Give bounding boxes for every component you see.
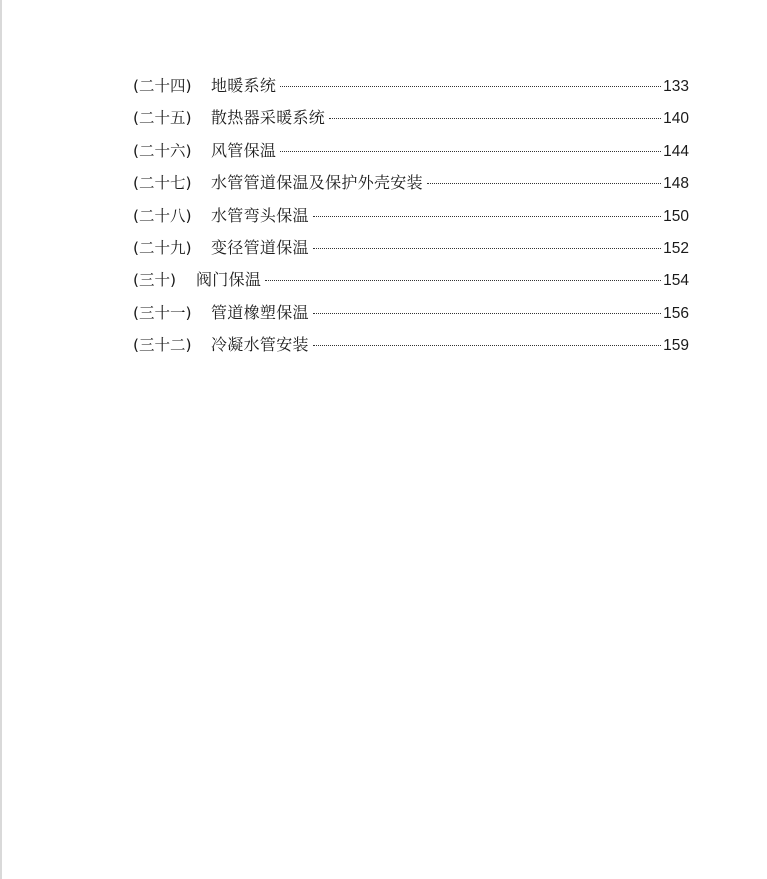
toc-entry-title: 水管管道保温及保护外壳安装 (211, 173, 423, 193)
dot-leader (313, 248, 661, 249)
toc-entry[interactable] (133, 301, 689, 333)
toc-entry-number: (二十四) (133, 77, 192, 95)
toc-entry-page: 154 (663, 272, 689, 290)
toc-entry-title: 地暖系统 (211, 76, 277, 95)
toc-entry[interactable] (133, 74, 689, 106)
toc-entry-number: (二十九) (133, 238, 192, 257)
toc-entry-number: (二十七) (133, 174, 192, 193)
toc-entry-number: (三十) (133, 271, 177, 290)
toc-entry[interactable] (133, 333, 689, 365)
toc-entry-page: 152 (663, 239, 689, 257)
toc-entry-page: 159 (663, 337, 689, 355)
toc-entry-page: 148 (663, 175, 689, 193)
toc-entry[interactable] (133, 139, 689, 171)
dot-leader (280, 86, 661, 87)
toc-entry-title: 水管弯头保温 (211, 205, 309, 225)
toc-entry-title: 管道橡塑保温 (211, 302, 309, 322)
toc-entry-number: (二十五) (133, 109, 192, 128)
toc-entry[interactable] (133, 268, 689, 300)
dot-leader (313, 313, 661, 314)
dot-leader (265, 280, 661, 281)
toc-entry-number: (二十六) (133, 141, 192, 160)
toc-entry-page: 133 (663, 78, 689, 95)
dot-leader (313, 216, 661, 217)
toc-entry-number: (二十八) (133, 206, 192, 225)
dot-leader (427, 183, 661, 184)
toc-entry-title: 散热器采暖系统 (211, 108, 326, 128)
table-of-contents (133, 74, 689, 366)
toc-entry[interactable] (133, 106, 689, 138)
dot-leader (329, 118, 661, 119)
dot-leader (313, 345, 661, 346)
toc-entry-title: 阀门保温 (196, 270, 262, 290)
toc-entry-number: (三十一) (133, 303, 192, 322)
toc-entry[interactable] (133, 171, 689, 203)
toc-entry-page: 144 (663, 142, 689, 160)
toc-entry-page: 156 (663, 304, 689, 322)
toc-entry-number: (三十二) (133, 336, 192, 355)
dot-leader (280, 151, 661, 152)
toc-entry-page: 150 (663, 207, 689, 225)
toc-entry-page: 140 (663, 110, 689, 128)
toc-entry[interactable] (133, 236, 689, 268)
page-edge (0, 0, 2, 879)
toc-entry-title: 风管保温 (211, 140, 277, 160)
toc-entry-title: 冷凝水管安装 (211, 335, 309, 355)
toc-entry[interactable] (133, 204, 689, 236)
toc-entry-title: 变径管道保温 (211, 237, 309, 257)
